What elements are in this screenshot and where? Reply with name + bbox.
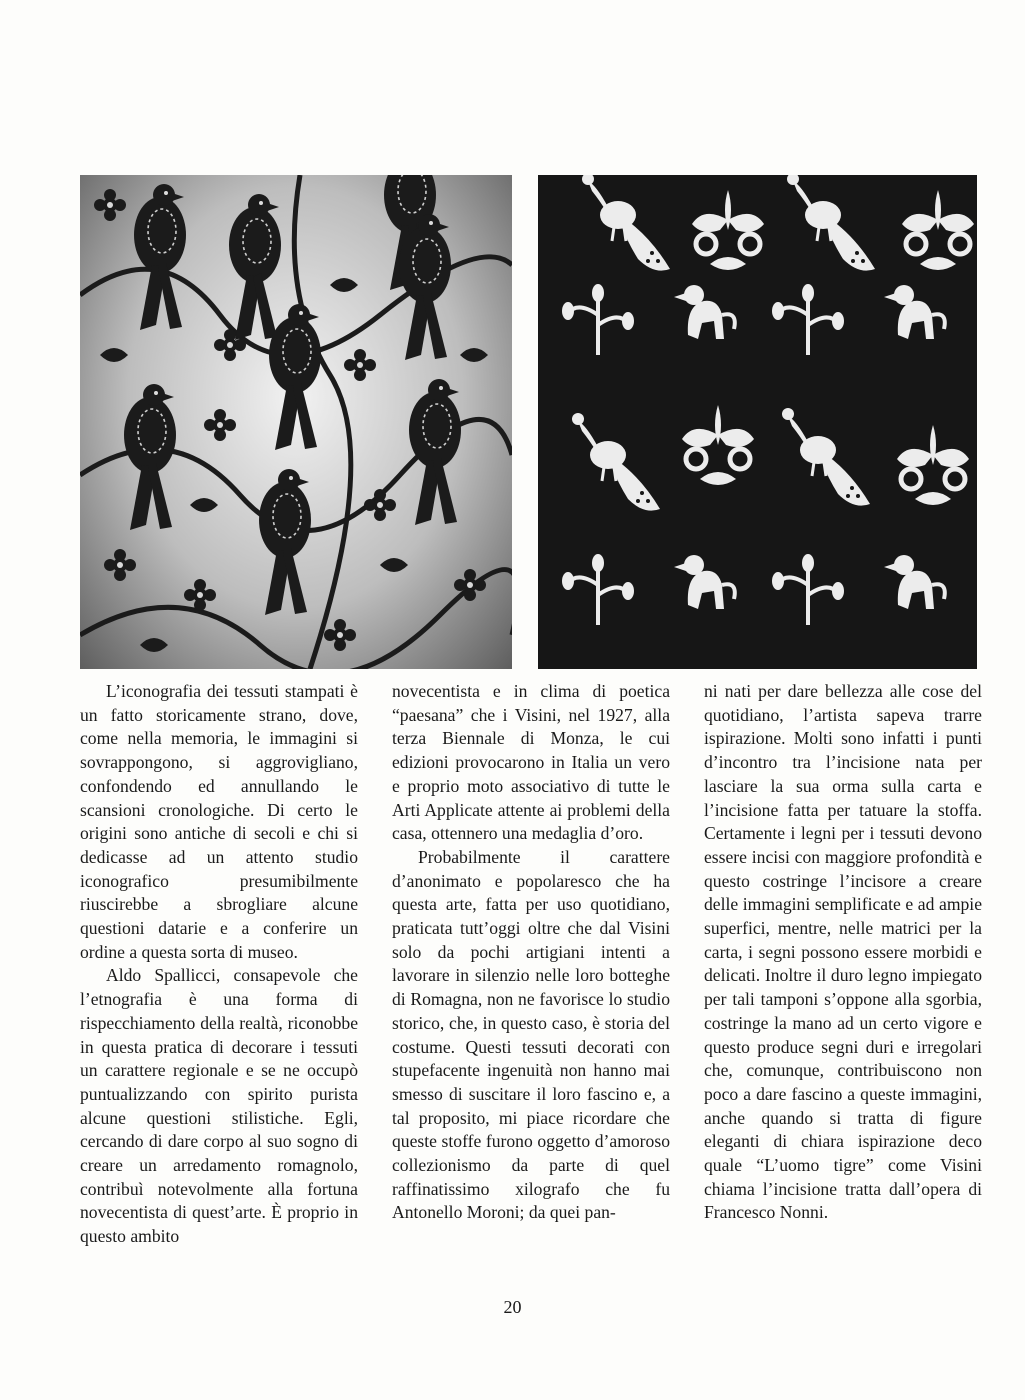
paragraph: Aldo Spallicci, consapevole che l’etnografia è una forma di rispecchiamento della realtà, riconobbe in questa pratica di decorare i tessuti un carattere regionale e se ne occupò puntualizzando con spirito purista alcune questioni stilistiche. Egli, cercando di dare corpo al suo sogno di creare un arredamento romagnolo, contribuì notevolmente alla fortuna novecentista di quest’arte. È proprio in questo ambito: [80, 965, 358, 1247]
paragraph-continued: ni nati per dare bellezza alle cose del quotidiano, l’artista sapeva trarre ispirazione. Molti sono infatti i punti d’incontro tra l’incisione nata per lasciare la sua orma sulla carta e l’incisione fatta per tatuare la stoffa. Certamente i legni per i tessuti devono essere incisi con maggiore profondità e questo costringe l’incisore a creare delle immagini semplificate e ad ampie superfici, mentre, nelle matrici per la carta, i segni possono essere morbidi e delicati. Inoltre il duro legno impiegato per tali tamponi s’oppone alla sgorbia, costringe la mano ad un certo vigore e questo produce segni duri e irregolari che, comunque, contribuiscono non poco a dare fascino a queste immagini, anche quando si tratta di figure eleganti di chiara ispirazione deco quale “L’uomo tigre” come Visini chiama l’incisione tratta dall’opera di Francesco Nonni.: [704, 681, 982, 1223]
fabric-photo-birds-light: [538, 175, 977, 669]
fabric-pattern-right: [538, 175, 977, 669]
paragraph-continued: novecentista e in clima di poetica “paesana” che i Visini, nel 1927, alla terza Biennale di Monza, le cui edizioni provocarono in Italia un vero e proprio moto associativo di tutte le Arti Applicate attente ai problemi della casa, ottennero una medaglia d’oro.: [392, 681, 670, 844]
fabric-pattern-left: [80, 175, 512, 669]
paragraph: Probabilmente il carattere d’anonimato e popolaresco che ha questa arte, fatta per uso quotidiano, praticata tutt’oggi oltre che dal Visini solo da pochi artigiani intenti a lavorare in silenzio nelle loro botteghe di Romagna, non ne favorisce lo studio storico, che, in questo caso, è storia del costume. Questi tessuti decorati con stupefacente ingenuità non hanno mai smesso di suscitare il loro fascino e, a tal proposito, mi piace ricordare che queste stoffe furono oggetto d’amoroso collezionismo da parte di quel raffinatissimo xilografo che fu Antonello Moroni; da quei pan-: [392, 846, 670, 1223]
page-number: 20: [503, 1297, 522, 1317]
paragraph: L’iconografia dei tessuti stampati è un fatto storicamente strano, dove, come nella memoria, le immagini si sovrappongono, si aggrovigliano, confondendo ed annullando le scansioni cronologiche. Di certo le origini sono antiche di secoli e chi si dedicasse ad un attento studio iconografico presumibilmente riuscirebbe a sbrogliare alcune questioni datarie e a conferire un ordine a questa sorta di museo.: [80, 681, 358, 962]
text-column-3: [704, 680, 982, 1225]
text-column-2: [392, 680, 670, 1225]
fabric-photo-birds-dark: [80, 175, 512, 669]
text-column-1: [80, 680, 358, 1249]
